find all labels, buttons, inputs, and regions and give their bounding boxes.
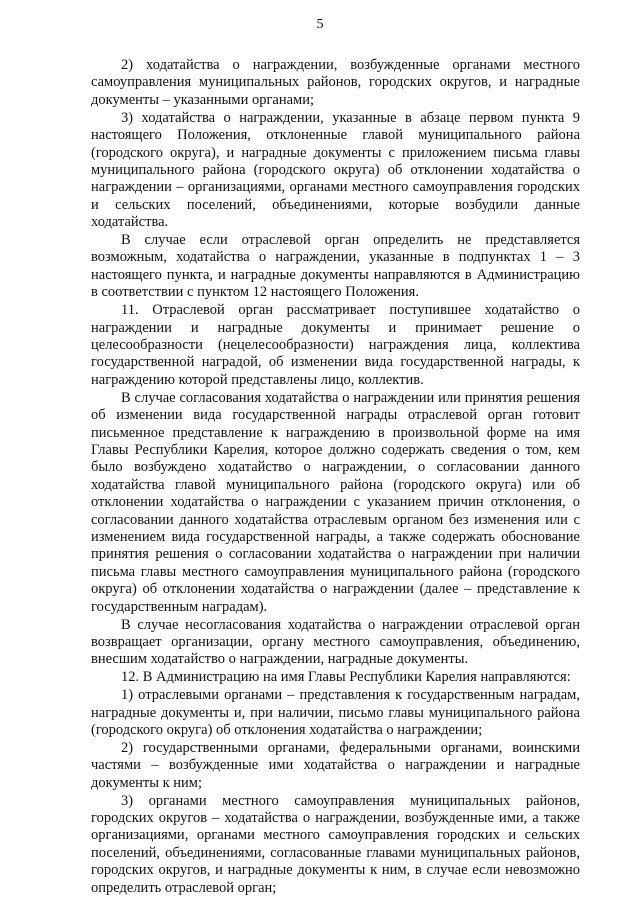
paragraph-clause-11: 11. Отраслевой орган рассматривает поступившее ходатайство о награждении и наградные документы и принимает решение о целесообразности (нецелесообразности) награждения лица, коллектива государственной наградой, об изменении вида государственной награды, к награждению которой представлены лицо, коллектив. bbox=[91, 302, 580, 388]
paragraph-item-2: 2) ходатайства о награждении, возбужденные органами местного самоуправления муниципальных районов, городских округов, и наградные документы – указанными органами; bbox=[91, 57, 580, 108]
paragraph-item-1: 1) отраслевыми органами – представления к государственным наградам, наградные документы и, при наличии, письмо главы муниципального района (городского округа) об отклонения ходатайства о награждении; bbox=[91, 687, 580, 738]
paragraph-clause-12: 12. В Администрацию на имя Главы Республики Карелия направляются: bbox=[121, 669, 571, 686]
paragraph-no-sector-body: В случае если отраслевой орган определить не представляется возможным, ходатайства о награждении, указанные в подпунктах 1 – 3 настоящего пункта, и наградные документы направляются в Администрацию в соответствии с пунктом 12 настоящего Положения. bbox=[91, 232, 580, 301]
paragraph-approval-case: В случае согласования ходатайства о награждении или принятия решения об изменении вида государственной награды отраслевой орган готовит письменное представление к награждению в произвольной форме на имя Главы Республики Карелия, которое должно содержать сведения о том, кем было возбуждено ходатайство о награждении, о согласовании данного ходатайства главой муниципального района (городского округа) или об отклонении ходатайства о награждении с указанием причин отклонения, о согласовании данного ходатайства отраслевым органом без изменения или с изменением вида государственной награды, а также содержать обоснование принятия решения о согласовании ходатайства о награждении при наличии письма главы местного самоуправления муниципального района (городского округа) об отклонении ходатайства о награждении (далее – представление к государственным наградам). bbox=[91, 389, 580, 615]
page-number: 5 bbox=[316, 17, 324, 32]
paragraph-rejection-case: В случае несогласования ходатайства о награждении отраслевой орган возвращает организации, органу местного самоуправления, объединению, внесшим ходатайство о награждении, наградные документы. bbox=[91, 616, 580, 668]
document-body bbox=[91, 57, 580, 898]
paragraph-item-3b: 3) органами местного самоуправления муниципальных районов, городских округов – ходатайства о награждении, возбужденные ими, а также организациями, органами местного самоуправления городских и сельских поселений, объединениями, согласованные главами муниципальных районов, городских округов, и наградные документы к ним, в случае если невозможно определить отраслевой орган; bbox=[91, 792, 580, 896]
paragraph-item-3: 3) ходатайства о награждении, указанные в абзаце первом пункта 9 настоящего Положения, отклоненные главой муниципального района (городского округа), и наградные документы с приложением письма главы муниципального района (городского округа) об отклонении ходатайства о награждении – организациями, органами местного самоуправления городских и сельских поселений, объединениями, которые возбудили данные ходатайства. bbox=[91, 109, 580, 231]
paragraph-item-2b: 2) государственными органами, федеральными органами, воинскими частями – возбужденные ими ходатайства о награждении и наградные документы к ним; bbox=[91, 739, 580, 791]
